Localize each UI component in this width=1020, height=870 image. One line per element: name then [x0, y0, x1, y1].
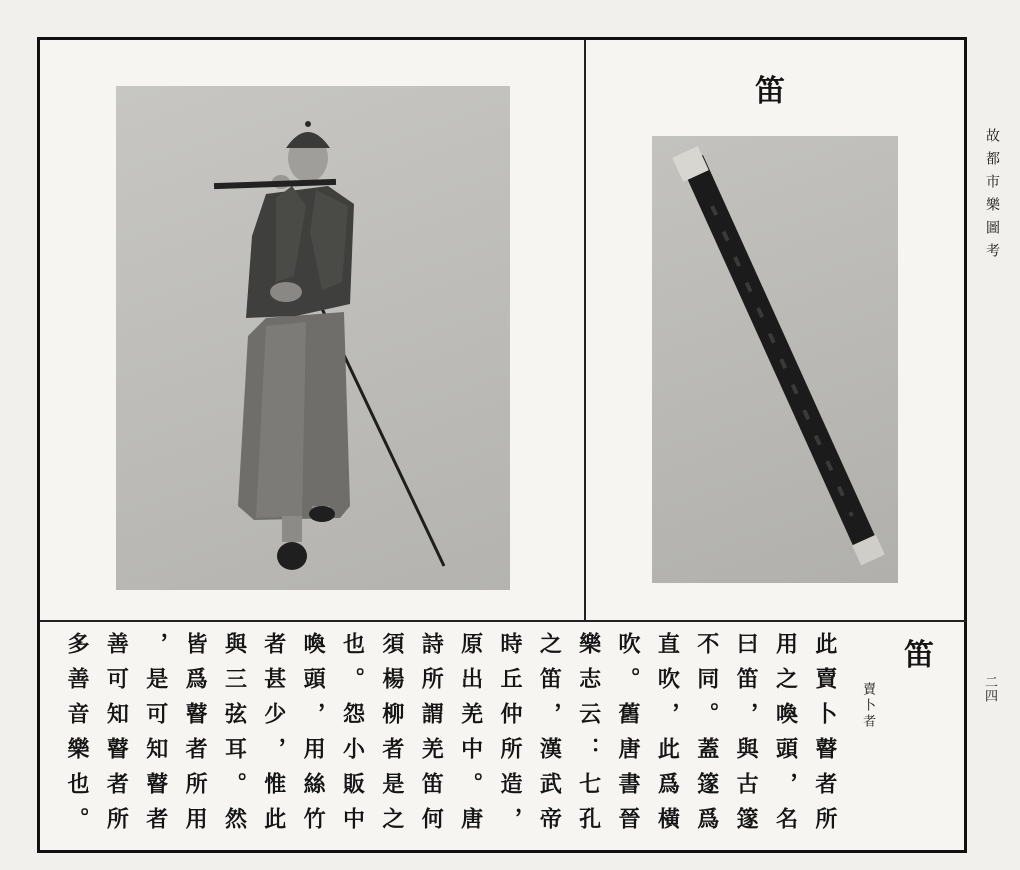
text-column: 多善音樂也。 [64, 632, 90, 842]
text-column: 不同。蓋篴爲 [693, 632, 720, 842]
text-column: 也。怨小販中 [339, 632, 366, 842]
text-column: 之笛，漢武帝 [536, 632, 563, 842]
text-column: 與三弦耳。然 [221, 632, 248, 842]
text-column: 喚頭，用絲竹 [300, 632, 327, 842]
text-column: 吹。舊唐書晉 [615, 632, 642, 842]
entry-title: 笛 [904, 638, 934, 673]
text-column: 此賣卜瞽者所 [811, 632, 838, 842]
text-column: 樂志云：七孔 [575, 632, 602, 842]
text-column: 直吹，此爲橫 [654, 632, 681, 842]
fortune-teller-illustration [116, 86, 510, 590]
text-column: 皆爲瞽者所用 [182, 632, 209, 842]
entry-subtitle: 賣卜者 [860, 682, 875, 730]
text-column: 須楊柳者是之 [378, 632, 405, 842]
vertical-divider [584, 40, 586, 620]
entry-text [66, 632, 836, 848]
book-title: 故都市樂圖考 [984, 128, 1000, 266]
text-column: 原出羌中。唐 [457, 632, 484, 842]
flute-drawing [652, 136, 898, 583]
text-column: 用之喚頭，名 [772, 632, 799, 842]
horizontal-divider [40, 620, 966, 622]
text-column: 詩所謂羌笛何 [418, 632, 445, 842]
fortune-teller-figure [116, 86, 510, 590]
text-column: 善可知瞽者所 [103, 632, 130, 842]
flute-illustration [652, 136, 898, 583]
text-column: 曰笛，與古篴 [733, 632, 760, 842]
text-column: 時丘仲所造， [496, 632, 523, 842]
text-column: ，是可知瞽者 [142, 632, 169, 842]
page-number: 二四 [982, 675, 997, 703]
text-column: 者甚少，惟此 [260, 632, 287, 842]
plate-caption: 笛 [755, 74, 785, 109]
